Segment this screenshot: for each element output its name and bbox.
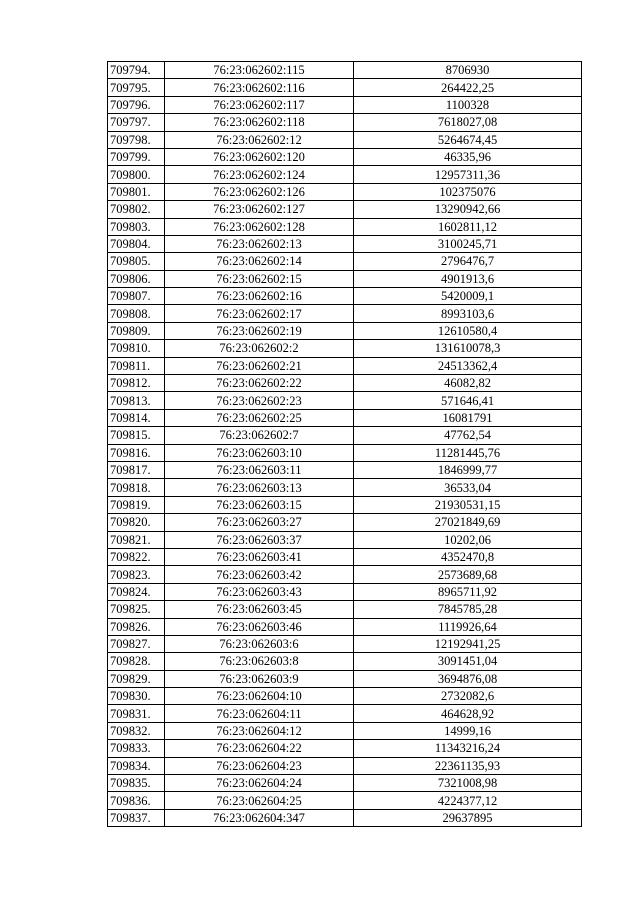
cadastral-number-cell: 76:23:062604:11: [165, 705, 354, 722]
cadastral-number-cell: 76:23:062602:19: [165, 322, 354, 339]
cadastral-number-cell: 76:23:062603:45: [165, 601, 354, 618]
table-row: [108, 496, 582, 513]
value-cell: 14999,16: [354, 722, 582, 739]
value-cell: 5264674,45: [354, 131, 582, 148]
table-row: [108, 566, 582, 583]
row-number-cell: 709831.: [108, 705, 165, 722]
table-row: [108, 583, 582, 600]
value-cell: 21930531,15: [354, 496, 582, 513]
table-row: [108, 409, 582, 426]
row-number-cell: 709833.: [108, 740, 165, 757]
value-cell: 4224377,12: [354, 792, 582, 809]
cadastral-number-cell: 76:23:062602:25: [165, 409, 354, 426]
value-cell: 2796476,7: [354, 253, 582, 270]
cadastral-number-cell: 76:23:062603:9: [165, 670, 354, 687]
value-cell: 11343216,24: [354, 740, 582, 757]
row-number-cell: 709798.: [108, 131, 165, 148]
row-number-cell: 709795.: [108, 79, 165, 96]
row-number-cell: 709816.: [108, 444, 165, 461]
table-row: [108, 131, 582, 148]
row-number-cell: 709801.: [108, 183, 165, 200]
cadastral-number-cell: 76:23:062603:15: [165, 496, 354, 513]
table-row: [108, 322, 582, 339]
table-row: [108, 722, 582, 739]
value-cell: 3091451,04: [354, 653, 582, 670]
value-cell: 8993103,6: [354, 305, 582, 322]
cadastral-number-cell: 76:23:062603:13: [165, 479, 354, 496]
table-row: [108, 688, 582, 705]
row-number-cell: 709799.: [108, 148, 165, 165]
table-row: [108, 757, 582, 774]
cadastral-number-cell: 76:23:062602:116: [165, 79, 354, 96]
cadastral-number-cell: 76:23:062602:115: [165, 62, 354, 79]
value-cell: 4352470,8: [354, 548, 582, 565]
value-cell: 27021849,69: [354, 514, 582, 531]
cadastral-number-cell: 76:23:062603:42: [165, 566, 354, 583]
cadastral-number-cell: 76:23:062602:128: [165, 218, 354, 235]
row-number-cell: 709830.: [108, 688, 165, 705]
value-cell: 5420009,1: [354, 288, 582, 305]
value-cell: 2732082,6: [354, 688, 582, 705]
cadastral-number-cell: 76:23:062604:347: [165, 809, 354, 826]
cadastral-number-cell: 76:23:062602:118: [165, 114, 354, 131]
cadastral-number-cell: 76:23:062603:8: [165, 653, 354, 670]
cadastral-number-cell: 76:23:062604:22: [165, 740, 354, 757]
cadastral-number-cell: 76:23:062603:43: [165, 583, 354, 600]
cadastral-number-cell: 76:23:062602:23: [165, 392, 354, 409]
table-row: [108, 740, 582, 757]
row-number-cell: 709835.: [108, 775, 165, 792]
row-number-cell: 709823.: [108, 566, 165, 583]
value-cell: 1602811,12: [354, 218, 582, 235]
table-row: [108, 340, 582, 357]
cadastral-number-cell: 76:23:062603:41: [165, 548, 354, 565]
value-cell: 1100328: [354, 96, 582, 113]
value-cell: 1846999,77: [354, 461, 582, 478]
value-cell: 7321008,98: [354, 775, 582, 792]
table-body: [108, 62, 582, 827]
value-cell: 11281445,76: [354, 444, 582, 461]
row-number-cell: 709802.: [108, 201, 165, 218]
row-number-cell: 709800.: [108, 166, 165, 183]
table-row: [108, 218, 582, 235]
cadastral-number-cell: 76:23:062603:27: [165, 514, 354, 531]
row-number-cell: 709814.: [108, 409, 165, 426]
row-number-cell: 709806.: [108, 270, 165, 287]
cadastral-number-cell: 76:23:062602:126: [165, 183, 354, 200]
value-cell: 3100245,71: [354, 235, 582, 252]
cadastral-number-cell: 76:23:062602:127: [165, 201, 354, 218]
row-number-cell: 709820.: [108, 514, 165, 531]
value-cell: 1119926,64: [354, 618, 582, 635]
row-number-cell: 709807.: [108, 288, 165, 305]
value-cell: 16081791: [354, 409, 582, 426]
row-number-cell: 709817.: [108, 461, 165, 478]
value-cell: 7845785,28: [354, 601, 582, 618]
cadastral-number-cell: 76:23:062602:12: [165, 131, 354, 148]
cadastral-number-cell: 76:23:062603:46: [165, 618, 354, 635]
table-row: [108, 514, 582, 531]
value-cell: 264422,25: [354, 79, 582, 96]
cadastral-number-cell: 76:23:062602:120: [165, 148, 354, 165]
value-cell: 2573689,68: [354, 566, 582, 583]
value-cell: 36533,04: [354, 479, 582, 496]
value-cell: 131610078,3: [354, 340, 582, 357]
row-number-cell: 709825.: [108, 601, 165, 618]
table-row: [108, 288, 582, 305]
cadastral-number-cell: 76:23:062602:15: [165, 270, 354, 287]
table-row: [108, 809, 582, 826]
table-row: [108, 96, 582, 113]
value-cell: 8706930: [354, 62, 582, 79]
cadastral-number-cell: 76:23:062602:17: [165, 305, 354, 322]
cadastral-number-cell: 76:23:062603:10: [165, 444, 354, 461]
table-row: [108, 427, 582, 444]
table-row: [108, 392, 582, 409]
cadastral-number-cell: 76:23:062602:14: [165, 253, 354, 270]
value-cell: 571646,41: [354, 392, 582, 409]
table-row: [108, 270, 582, 287]
row-number-cell: 709815.: [108, 427, 165, 444]
value-cell: 46082,82: [354, 375, 582, 392]
table-row: [108, 601, 582, 618]
cadastral-number-cell: 76:23:062602:21: [165, 357, 354, 374]
row-number-cell: 709818.: [108, 479, 165, 496]
value-cell: 29637895: [354, 809, 582, 826]
row-number-cell: 709821.: [108, 531, 165, 548]
table-row: [108, 670, 582, 687]
table-row: [108, 183, 582, 200]
table-row: [108, 201, 582, 218]
row-number-cell: 709834.: [108, 757, 165, 774]
row-number-cell: 709810.: [108, 340, 165, 357]
cadastral-number-cell: 76:23:062602:22: [165, 375, 354, 392]
table-row: [108, 148, 582, 165]
cadastral-number-cell: 76:23:062602:117: [165, 96, 354, 113]
row-number-cell: 709796.: [108, 96, 165, 113]
row-number-cell: 709822.: [108, 548, 165, 565]
row-number-cell: 709805.: [108, 253, 165, 270]
table-row: [108, 305, 582, 322]
value-cell: 12957311,36: [354, 166, 582, 183]
table-row: [108, 444, 582, 461]
row-number-cell: 709832.: [108, 722, 165, 739]
value-cell: 10202,06: [354, 531, 582, 548]
cadastral-number-cell: 76:23:062602:124: [165, 166, 354, 183]
value-cell: 3694876,08: [354, 670, 582, 687]
table-row: [108, 548, 582, 565]
row-number-cell: 709794.: [108, 62, 165, 79]
value-cell: 464628,92: [354, 705, 582, 722]
table-row: [108, 775, 582, 792]
cadastral-number-cell: 76:23:062602:16: [165, 288, 354, 305]
value-cell: 4901913,6: [354, 270, 582, 287]
value-cell: 22361135,93: [354, 757, 582, 774]
table-row: [108, 357, 582, 374]
row-number-cell: 709826.: [108, 618, 165, 635]
row-number-cell: 709811.: [108, 357, 165, 374]
table-row: [108, 653, 582, 670]
value-cell: 12610580,4: [354, 322, 582, 339]
cadastral-number-cell: 76:23:062602:13: [165, 235, 354, 252]
value-cell: 13290942,66: [354, 201, 582, 218]
value-cell: 46335,96: [354, 148, 582, 165]
value-cell: 7618027,08: [354, 114, 582, 131]
cadastral-number-cell: 76:23:062604:10: [165, 688, 354, 705]
value-cell: 12192941,25: [354, 635, 582, 652]
value-cell: 24513362,4: [354, 357, 582, 374]
table-row: [108, 792, 582, 809]
table-row: [108, 531, 582, 548]
row-number-cell: 709812.: [108, 375, 165, 392]
cadastral-number-cell: 76:23:062602:2: [165, 340, 354, 357]
data-table: [107, 61, 582, 827]
table-row: [108, 479, 582, 496]
cadastral-number-cell: 76:23:062604:24: [165, 775, 354, 792]
table-row: [108, 618, 582, 635]
row-number-cell: 709828.: [108, 653, 165, 670]
table-row: [108, 635, 582, 652]
row-number-cell: 709809.: [108, 322, 165, 339]
cadastral-number-cell: 76:23:062604:25: [165, 792, 354, 809]
table-row: [108, 62, 582, 79]
row-number-cell: 709824.: [108, 583, 165, 600]
value-cell: 47762,54: [354, 427, 582, 444]
table-row: [108, 79, 582, 96]
row-number-cell: 709813.: [108, 392, 165, 409]
row-number-cell: 709797.: [108, 114, 165, 131]
row-number-cell: 709836.: [108, 792, 165, 809]
cadastral-number-cell: 76:23:062602:7: [165, 427, 354, 444]
table-row: [108, 235, 582, 252]
table-row: [108, 461, 582, 478]
value-cell: 102375076: [354, 183, 582, 200]
row-number-cell: 709829.: [108, 670, 165, 687]
table-row: [108, 166, 582, 183]
row-number-cell: 709808.: [108, 305, 165, 322]
table-row: [108, 253, 582, 270]
value-cell: 8965711,92: [354, 583, 582, 600]
row-number-cell: 709819.: [108, 496, 165, 513]
row-number-cell: 709804.: [108, 235, 165, 252]
table-row: [108, 705, 582, 722]
cadastral-number-cell: 76:23:062604:12: [165, 722, 354, 739]
table-row: [108, 375, 582, 392]
row-number-cell: 709827.: [108, 635, 165, 652]
cadastral-number-cell: 76:23:062603:6: [165, 635, 354, 652]
row-number-cell: 709837.: [108, 809, 165, 826]
cadastral-number-cell: 76:23:062603:37: [165, 531, 354, 548]
row-number-cell: 709803.: [108, 218, 165, 235]
cadastral-number-cell: 76:23:062603:11: [165, 461, 354, 478]
cadastral-number-cell: 76:23:062604:23: [165, 757, 354, 774]
table-row: [108, 114, 582, 131]
